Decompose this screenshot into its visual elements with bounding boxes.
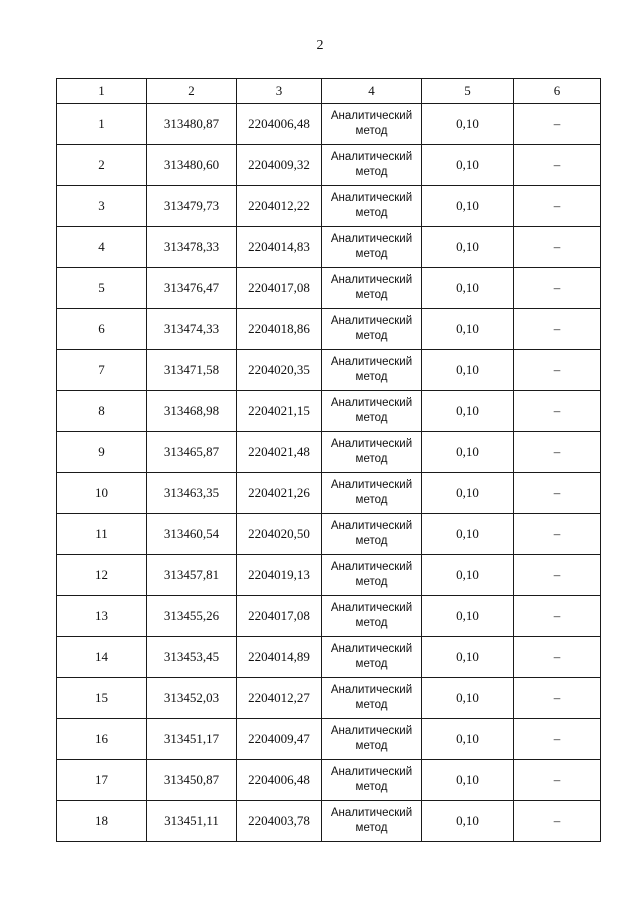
table-row [57,432,601,473]
x-coordinate-cell: 313460,54 [147,514,237,555]
table-row [57,104,601,145]
column-header: 2 [147,79,237,104]
method-line-1: Аналитический [330,807,413,819]
method-cell [322,514,422,555]
method-cell [322,227,422,268]
method-cell [322,432,422,473]
accuracy-cell: 0,10 [422,432,514,473]
y-coordinate-cell: 2204020,35 [237,350,322,391]
note-cell: – [514,104,601,145]
note-cell: – [514,350,601,391]
method-line-2: метод [355,166,388,178]
accuracy-cell: 0,10 [422,719,514,760]
note-cell: – [514,555,601,596]
note-cell: – [514,514,601,555]
method-line-1: Аналитический [330,233,413,245]
table-row [57,514,601,555]
note-cell: – [514,186,601,227]
accuracy-cell: 0,10 [422,637,514,678]
y-coordinate-cell: 2204014,83 [237,227,322,268]
method-line-2: метод [355,617,388,629]
y-coordinate-cell: 2204012,27 [237,678,322,719]
note-cell: – [514,760,601,801]
accuracy-cell: 0,10 [422,678,514,719]
x-coordinate-cell: 313480,87 [147,104,237,145]
method-line-1: Аналитический [330,192,413,204]
table-row [57,268,601,309]
x-coordinate-cell: 313455,26 [147,596,237,637]
table-row [57,473,601,514]
note-cell: – [514,596,601,637]
table-row [57,350,601,391]
accuracy-cell: 0,10 [422,555,514,596]
accuracy-cell: 0,10 [422,145,514,186]
table-row [57,678,601,719]
accuracy-cell: 0,10 [422,760,514,801]
method-line-1: Аналитический [330,356,413,368]
accuracy-cell: 0,10 [422,596,514,637]
note-cell: – [514,637,601,678]
x-coordinate-cell: 313476,47 [147,268,237,309]
method-cell [322,678,422,719]
method-line-2: метод [355,576,388,588]
y-coordinate-cell: 2204017,08 [237,268,322,309]
method-line-2: метод [355,330,388,342]
y-coordinate-cell: 2204009,47 [237,719,322,760]
method-line-2: метод [355,371,388,383]
table-row [57,760,601,801]
point-number-cell: 3 [57,186,147,227]
x-coordinate-cell: 313451,17 [147,719,237,760]
note-cell: – [514,145,601,186]
method-cell [322,268,422,309]
x-coordinate-cell: 313479,73 [147,186,237,227]
column-header: 6 [514,79,601,104]
y-coordinate-cell: 2204021,15 [237,391,322,432]
note-cell: – [514,227,601,268]
method-line-1: Аналитический [330,561,413,573]
point-number-cell: 4 [57,227,147,268]
method-line-2: метод [355,658,388,670]
note-cell: – [514,268,601,309]
method-line-2: метод [355,289,388,301]
x-coordinate-cell: 313453,45 [147,637,237,678]
point-number-cell: 16 [57,719,147,760]
x-coordinate-cell: 313474,33 [147,309,237,350]
accuracy-cell: 0,10 [422,391,514,432]
note-cell: – [514,432,601,473]
method-line-2: метод [355,781,388,793]
y-coordinate-cell: 2204021,26 [237,473,322,514]
column-header: 3 [237,79,322,104]
x-coordinate-cell: 313463,35 [147,473,237,514]
point-number-cell: 8 [57,391,147,432]
y-coordinate-cell: 2204014,89 [237,637,322,678]
note-cell: – [514,391,601,432]
x-coordinate-cell: 313471,58 [147,350,237,391]
table-row [57,719,601,760]
coordinates-table [56,78,601,842]
method-cell [322,473,422,514]
method-line-1: Аналитический [330,315,413,327]
method-cell [322,309,422,350]
accuracy-cell: 0,10 [422,473,514,514]
note-cell: – [514,473,601,514]
accuracy-cell: 0,10 [422,227,514,268]
method-cell [322,801,422,842]
method-line-2: метод [355,412,388,424]
point-number-cell: 1 [57,104,147,145]
y-coordinate-cell: 2204012,22 [237,186,322,227]
method-cell [322,555,422,596]
method-line-2: метод [355,494,388,506]
table-row [57,801,601,842]
column-header: 1 [57,79,147,104]
point-number-cell: 7 [57,350,147,391]
table-row [57,391,601,432]
method-line-1: Аналитический [330,151,413,163]
method-line-1: Аналитический [330,766,413,778]
method-line-1: Аналитический [330,643,413,655]
method-line-2: метод [355,535,388,547]
method-cell [322,350,422,391]
method-line-2: метод [355,207,388,219]
method-line-2: метод [355,822,388,834]
accuracy-cell: 0,10 [422,268,514,309]
accuracy-cell: 0,10 [422,104,514,145]
x-coordinate-cell: 313480,60 [147,145,237,186]
x-coordinate-cell: 313478,33 [147,227,237,268]
y-coordinate-cell: 2204019,13 [237,555,322,596]
method-line-1: Аналитический [330,397,413,409]
table-row [57,227,601,268]
column-header: 5 [422,79,514,104]
method-cell [322,637,422,678]
point-number-cell: 10 [57,473,147,514]
y-coordinate-cell: 2204018,86 [237,309,322,350]
method-line-2: метод [355,453,388,465]
point-number-cell: 13 [57,596,147,637]
method-cell [322,186,422,227]
method-cell [322,719,422,760]
y-coordinate-cell: 2204003,78 [237,801,322,842]
table-row [57,145,601,186]
method-line-1: Аналитический [330,602,413,614]
point-number-cell: 12 [57,555,147,596]
method-line-1: Аналитический [330,725,413,737]
point-number-cell: 5 [57,268,147,309]
point-number-cell: 11 [57,514,147,555]
table-row [57,555,601,596]
method-line-1: Аналитический [330,110,413,122]
method-cell [322,145,422,186]
x-coordinate-cell: 313468,98 [147,391,237,432]
y-coordinate-cell: 2204009,32 [237,145,322,186]
point-number-cell: 14 [57,637,147,678]
table-header-row [57,79,601,104]
method-cell [322,760,422,801]
note-cell: – [514,678,601,719]
table-row [57,637,601,678]
column-header: 4 [322,79,422,104]
method-cell [322,391,422,432]
method-line-2: метод [355,699,388,711]
accuracy-cell: 0,10 [422,309,514,350]
page-number: 2 [316,38,324,53]
x-coordinate-cell: 313450,87 [147,760,237,801]
table-row [57,186,601,227]
accuracy-cell: 0,10 [422,514,514,555]
table-row [57,596,601,637]
method-line-2: метод [355,125,388,137]
x-coordinate-cell: 313452,03 [147,678,237,719]
accuracy-cell: 0,10 [422,186,514,227]
method-line-1: Аналитический [330,684,413,696]
y-coordinate-cell: 2204006,48 [237,104,322,145]
y-coordinate-cell: 2204021,48 [237,432,322,473]
note-cell: – [514,801,601,842]
note-cell: – [514,309,601,350]
y-coordinate-cell: 2204017,08 [237,596,322,637]
point-number-cell: 6 [57,309,147,350]
x-coordinate-cell: 313465,87 [147,432,237,473]
method-line-1: Аналитический [330,274,413,286]
point-number-cell: 9 [57,432,147,473]
point-number-cell: 18 [57,801,147,842]
y-coordinate-cell: 2204006,48 [237,760,322,801]
x-coordinate-cell: 313457,81 [147,555,237,596]
table-row [57,309,601,350]
note-cell: – [514,719,601,760]
accuracy-cell: 0,10 [422,350,514,391]
method-line-2: метод [355,248,388,260]
point-number-cell: 15 [57,678,147,719]
method-cell [322,104,422,145]
x-coordinate-cell: 313451,11 [147,801,237,842]
method-line-1: Аналитический [330,438,413,450]
method-line-1: Аналитический [330,520,413,532]
accuracy-cell: 0,10 [422,801,514,842]
method-line-2: метод [355,740,388,752]
y-coordinate-cell: 2204020,50 [237,514,322,555]
method-cell [322,596,422,637]
method-line-1: Аналитический [330,479,413,491]
point-number-cell: 17 [57,760,147,801]
point-number-cell: 2 [57,145,147,186]
